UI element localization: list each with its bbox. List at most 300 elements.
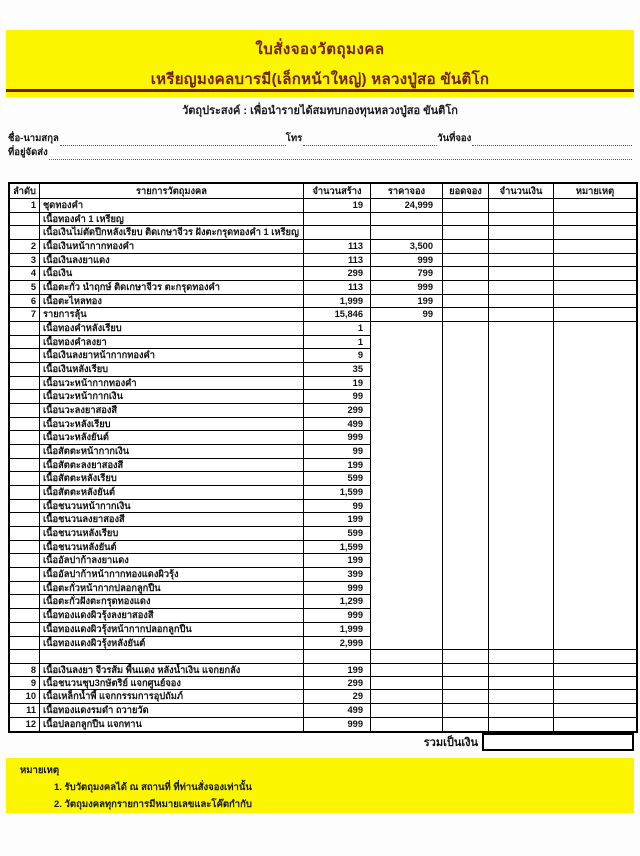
cell-item-name: เนื้อทองคำลงยา (40, 336, 304, 350)
cell-amount (489, 267, 554, 281)
cell-remark (554, 554, 636, 568)
cell-remark (554, 527, 636, 541)
cell-amount (489, 595, 554, 609)
cell-order-qty (443, 527, 489, 541)
cell-amount (489, 459, 554, 473)
cell-qty-made: 199 (304, 664, 371, 677)
table-row (10, 295, 636, 309)
cell-remark (554, 226, 636, 240)
cell-item-name: เนื้อเงินหน้ากากทองคำ (40, 240, 304, 254)
cell-qty-made (304, 213, 371, 227)
form-section (8, 133, 632, 161)
cell-amount (489, 431, 554, 445)
cell-order-qty (443, 704, 489, 718)
cell-amount (489, 226, 554, 240)
cell-amount (489, 541, 554, 555)
cell-reserve-price (371, 554, 443, 568)
cell-remark (554, 349, 636, 363)
cell-item-name: เนื้อนวะหน้ากากทองคำ (40, 377, 304, 391)
cell-remark (554, 690, 636, 704)
header-reserve-price: ราคาจอง (371, 184, 443, 198)
cell-item-name: เนื้อชนวนหลังยันต์ (40, 541, 304, 555)
cell-order-qty (443, 664, 489, 677)
cell-qty-made: 2,999 (304, 637, 371, 651)
cell-index: 4 (10, 267, 40, 281)
cell-amount (489, 418, 554, 432)
cell-item-name: เนื้อตะกั่วฝังตะกรุดทองแดง (40, 595, 304, 609)
cell-remark (554, 445, 636, 459)
cell-order-qty (443, 472, 489, 486)
cell-amount (489, 404, 554, 418)
cell-qty-made: 999 (304, 609, 371, 623)
cell-qty-made: 99 (304, 500, 371, 514)
cell-reserve-price (371, 404, 443, 418)
cell-item-name: รายการลุ้น (40, 308, 304, 322)
table-row (10, 377, 636, 391)
cell-qty-made: 1 (304, 336, 371, 350)
cell-qty-made: 113 (304, 281, 371, 295)
cell-index (10, 527, 40, 541)
cell-amount (489, 568, 554, 582)
cell-item-name: เนื้อทองคำหลังเรียบ (40, 322, 304, 336)
cell-qty-made (304, 650, 371, 664)
cell-remark (554, 363, 636, 377)
table-row (10, 349, 636, 363)
cell-reserve-price (371, 664, 443, 677)
cell-amount (489, 349, 554, 363)
cell-remark (554, 595, 636, 609)
cell-reserve-price (371, 718, 443, 732)
cell-index (10, 650, 40, 664)
cell-amount (489, 336, 554, 350)
cell-amount (489, 281, 554, 295)
table-row (10, 240, 636, 254)
cell-index (10, 322, 40, 336)
cell-remark (554, 336, 636, 350)
header-item: รายการวัตถุมงคล (40, 184, 304, 198)
cell-reserve-price (371, 595, 443, 609)
cell-amount (489, 254, 554, 268)
cell-reserve-price (371, 363, 443, 377)
order-table (8, 182, 638, 733)
cell-order-qty (443, 513, 489, 527)
cell-order-qty (443, 295, 489, 309)
cell-amount (489, 295, 554, 309)
cell-amount (489, 690, 554, 704)
cell-qty-made: 299 (304, 677, 371, 691)
table-row (10, 418, 636, 432)
cell-remark (554, 322, 636, 336)
cell-item-name: เนื้ออัลปาก้าหน้ากากทองแดงผิวรุ้ง (40, 568, 304, 582)
note-item-2: 2. วัตถุมงคลทุกรายการมีหมายเลขและโค๊ตกำกับ (54, 799, 252, 810)
cell-remark (554, 513, 636, 527)
cell-index: 5 (10, 281, 40, 295)
cell-item-name: เนื้อชนวนหน้ากากเงิน (40, 500, 304, 514)
cell-order-qty (443, 459, 489, 473)
cell-qty-made: 199 (304, 513, 371, 527)
cell-reserve-price (371, 637, 443, 651)
cell-qty-made: 399 (304, 568, 371, 582)
cell-reserve-price (371, 486, 443, 500)
cell-item-name: เนื้อเงิน (40, 267, 304, 281)
cell-qty-made: 113 (304, 240, 371, 254)
cell-amount (489, 664, 554, 677)
cell-order-qty (443, 595, 489, 609)
cell-remark (554, 472, 636, 486)
cell-index (10, 623, 40, 637)
cell-reserve-price (371, 213, 443, 227)
cell-reserve-price (371, 609, 443, 623)
table-row (10, 690, 636, 704)
table-row (10, 582, 636, 596)
cell-amount (489, 390, 554, 404)
cell-order-qty (443, 486, 489, 500)
cell-item-name: เนื้อทองแดงผิวรุ้งหน้ากากปลอกลูกปืน (40, 623, 304, 637)
table-row (10, 554, 636, 568)
date-fill-line (472, 137, 632, 146)
table-row (10, 199, 636, 213)
purpose-line: วัตถุประสงค์ : เพื่อนำรายได้สมทบกองทุนหลวงปู่สอ ขันติโก (182, 105, 458, 117)
title-banner (6, 30, 634, 97)
cell-remark (554, 704, 636, 718)
cell-order-qty (443, 404, 489, 418)
table-body (10, 199, 636, 731)
cell-reserve-price (371, 582, 443, 596)
cell-reserve-price (371, 445, 443, 459)
cell-reserve-price (371, 472, 443, 486)
cell-reserve-price (371, 704, 443, 718)
cell-index (10, 554, 40, 568)
notes-footer (6, 758, 634, 813)
cell-amount (489, 609, 554, 623)
table-row (10, 595, 636, 609)
cell-qty-made: 499 (304, 704, 371, 718)
cell-amount (489, 445, 554, 459)
cell-order-qty (443, 267, 489, 281)
cell-index (10, 568, 40, 582)
table-row (10, 650, 636, 664)
cell-order-qty (443, 431, 489, 445)
cell-item-name: เนื้อเงินลงยา จีวรส้ม พื้นแดง หลังน้ำเงิน แจกยกลัง (40, 664, 304, 677)
cell-amount (489, 704, 554, 718)
date-label: วันที่จอง (437, 133, 472, 144)
total-row (8, 733, 638, 751)
cell-qty-made: 599 (304, 527, 371, 541)
cell-amount (489, 472, 554, 486)
cell-order-qty (443, 554, 489, 568)
cell-reserve-price (371, 568, 443, 582)
cell-index: 11 (10, 704, 40, 718)
cell-remark (554, 308, 636, 322)
cell-qty-made: 19 (304, 377, 371, 391)
cell-reserve-price: 99 (371, 308, 443, 322)
cell-reserve-price (371, 623, 443, 637)
cell-order-qty (443, 336, 489, 350)
cell-qty-made: 1,599 (304, 486, 371, 500)
banner-red-stripe (6, 89, 634, 92)
table-row (10, 486, 636, 500)
cell-reserve-price (371, 650, 443, 664)
cell-qty-made: 299 (304, 267, 371, 281)
cell-reserve-price (371, 431, 443, 445)
cell-index: 9 (10, 677, 40, 691)
table-row (10, 213, 636, 227)
cell-reserve-price (371, 513, 443, 527)
cell-qty-made: 35 (304, 363, 371, 377)
cell-item-name: เนื้อทองแดงผิวรุ้งหลังยันต์ (40, 637, 304, 651)
cell-reserve-price (371, 390, 443, 404)
cell-amount (489, 199, 554, 213)
cell-order-qty (443, 541, 489, 555)
cell-item-name: ชุดทองคำ (40, 199, 304, 213)
cell-index: 12 (10, 718, 40, 732)
cell-amount (489, 718, 554, 732)
cell-amount (489, 637, 554, 651)
cell-index (10, 472, 40, 486)
cell-qty-made: 1,299 (304, 595, 371, 609)
cell-order-qty (443, 650, 489, 664)
cell-index (10, 226, 40, 240)
cell-order-qty (443, 199, 489, 213)
cell-index: 6 (10, 295, 40, 309)
table-row (10, 718, 636, 732)
cell-index (10, 390, 40, 404)
cell-amount (489, 554, 554, 568)
table-row (10, 459, 636, 473)
cell-remark (554, 582, 636, 596)
cell-remark (554, 718, 636, 732)
cell-qty-made: 113 (304, 254, 371, 268)
cell-item-name: เนื้อเงินไม่ตัดปีกหลังเรียบ ติดเกษาจีวร ฝังตะกรุดทองคำ 1 เหรียญ (40, 226, 304, 240)
cell-order-qty (443, 308, 489, 322)
cell-index (10, 418, 40, 432)
cell-order-qty (443, 418, 489, 432)
total-label: รวมเป็นเงิน (423, 737, 478, 749)
cell-remark (554, 609, 636, 623)
cell-qty-made: 999 (304, 582, 371, 596)
cell-amount (489, 650, 554, 664)
cell-index (10, 363, 40, 377)
cell-reserve-price: 999 (371, 254, 443, 268)
cell-remark (554, 404, 636, 418)
cell-item-name: เนื้อสัตตะหน้ากากเงิน (40, 445, 304, 459)
cell-qty-made: 19 (304, 199, 371, 213)
cell-order-qty (443, 281, 489, 295)
cell-reserve-price (371, 226, 443, 240)
header-amount: จำนวนเงิน (489, 184, 554, 198)
cell-qty-made (304, 226, 371, 240)
cell-item-name: เนื้อทองคำ 1 เหรียญ (40, 213, 304, 227)
cell-index: 8 (10, 664, 40, 677)
table-row (10, 500, 636, 514)
table-row (10, 404, 636, 418)
cell-order-qty (443, 690, 489, 704)
cell-item-name: เนื้อตะกั่ว นำฤกษ์ ติดเกษาจีวร ตะกรุดทองคำ (40, 281, 304, 295)
total-amount-box (482, 733, 634, 751)
cell-remark (554, 295, 636, 309)
cell-order-qty (443, 322, 489, 336)
address-label: ที่อยู่จัดส่ง (8, 147, 48, 158)
cell-reserve-price (371, 418, 443, 432)
header-remark: หมายเหตุ (575, 186, 615, 196)
cell-order-qty (443, 500, 489, 514)
cell-remark (554, 637, 636, 651)
cell-index (10, 541, 40, 555)
cell-qty-made: 1,599 (304, 541, 371, 555)
cell-qty-made: 599 (304, 472, 371, 486)
cell-order-qty (443, 226, 489, 240)
cell-index (10, 486, 40, 500)
cell-index (10, 513, 40, 527)
cell-item-name: เนื้อทองแดงรมดำ ถวายวัด (40, 704, 304, 718)
cell-order-qty (443, 623, 489, 637)
cell-index (10, 595, 40, 609)
table-row (10, 363, 636, 377)
cell-qty-made: 499 (304, 418, 371, 432)
cell-order-qty (443, 213, 489, 227)
cell-item-name: เนื้อนวะหน้ากากเงิน (40, 390, 304, 404)
cell-remark (554, 199, 636, 213)
address-fill-line (49, 151, 632, 160)
cell-amount (489, 486, 554, 500)
cell-order-qty (443, 568, 489, 582)
table-row (10, 623, 636, 637)
cell-order-qty (443, 254, 489, 268)
cell-reserve-price: 24,999 (371, 199, 443, 213)
cell-remark (554, 281, 636, 295)
cell-remark (554, 568, 636, 582)
name-label: ชื่อ-นามสกุล (8, 133, 59, 144)
cell-item-name: เนื้อเงินลงยาหน้ากากทองคำ (40, 349, 304, 363)
form-line-address (8, 147, 632, 160)
document-subtitle: เหรียญมงคลบารมี(เล็กหน้าใหญ่) หลวงปู่สอ ขันติโก (150, 71, 490, 88)
cell-reserve-price (371, 349, 443, 363)
cell-amount (489, 582, 554, 596)
table-row (10, 677, 636, 691)
cell-item-name: เนื้อตะกั่วหน้ากากปลอกลูกปืน (40, 582, 304, 596)
cell-reserve-price: 999 (371, 281, 443, 295)
cell-reserve-price: 799 (371, 267, 443, 281)
cell-reserve-price (371, 377, 443, 391)
cell-qty-made: 15,846 (304, 308, 371, 322)
table-row (10, 308, 636, 322)
header-index: ลำดับ (10, 184, 40, 198)
cell-index (10, 213, 40, 227)
cell-item-name: เนื้อชนวนหลังเรียบ (40, 527, 304, 541)
cell-item-name: เนื้อทองแดงผิวรุ้งลงยาสองสี (40, 609, 304, 623)
cell-item-name: เนื้อชนวนลงยาสองสี (40, 513, 304, 527)
cell-qty-made: 1 (304, 322, 371, 336)
cell-index (10, 336, 40, 350)
cell-index (10, 582, 40, 596)
note-item-1: 1. รับวัตถุมงคลได้ ณ สถานที่ ที่ท่านสั่งจองเท่านั้น (54, 782, 252, 793)
cell-index (10, 404, 40, 418)
cell-index: 7 (10, 308, 40, 322)
cell-amount (489, 308, 554, 322)
table-row (10, 267, 636, 281)
cell-remark (554, 213, 636, 227)
table-header-row (10, 184, 636, 199)
cell-remark (554, 254, 636, 268)
cell-remark (554, 267, 636, 281)
table-row (10, 336, 636, 350)
cell-remark (554, 664, 636, 677)
cell-index (10, 609, 40, 623)
table-row (10, 445, 636, 459)
cell-remark (554, 541, 636, 555)
cell-index (10, 500, 40, 514)
cell-remark (554, 459, 636, 473)
cell-item-name: เนื้อนวะลงยาสองสี (40, 404, 304, 418)
cell-remark (554, 390, 636, 404)
cell-order-qty (443, 349, 489, 363)
cell-amount (489, 322, 554, 336)
cell-amount (489, 240, 554, 254)
cell-remark (554, 240, 636, 254)
table-row (10, 472, 636, 486)
cell-item-name: เนื้อเงินหลังเรียบ (40, 363, 304, 377)
cell-order-qty (443, 445, 489, 459)
phone-label: โทร (285, 133, 303, 144)
cell-order-qty (443, 718, 489, 732)
table-row (10, 281, 636, 295)
table-row (10, 527, 636, 541)
phone-fill-line (303, 137, 437, 146)
table-row (10, 541, 636, 555)
table-row (10, 390, 636, 404)
form-line-name-phone-date (8, 133, 632, 146)
cell-qty-made: 99 (304, 445, 371, 459)
cell-item-name: เนื้อชนวนชุบ3กษัตริย์ แจกศูนย์จอง (40, 677, 304, 691)
table-row (10, 254, 636, 268)
cell-remark (554, 623, 636, 637)
cell-item-name: เนื้อสัตตะหลังยันต์ (40, 486, 304, 500)
cell-item-name: เนื้อนวะหลังเรียบ (40, 418, 304, 432)
cell-remark (554, 650, 636, 664)
cell-item-name: เนื้ออัลปาก้าลงยาแดง (40, 554, 304, 568)
cell-qty-made: 1,999 (304, 295, 371, 309)
cell-reserve-price (371, 690, 443, 704)
cell-amount (489, 363, 554, 377)
header-qty-made: จำนวนสร้าง (304, 184, 371, 198)
cell-item-name (40, 650, 304, 664)
cell-order-qty (443, 677, 489, 691)
cell-reserve-price: 199 (371, 295, 443, 309)
cell-item-name: เนื้อปลอกลูกปืน แจกทาน (40, 718, 304, 732)
cell-item-name: เนื้อตะไหลทอง (40, 295, 304, 309)
cell-remark (554, 418, 636, 432)
cell-reserve-price (371, 677, 443, 691)
cell-index (10, 377, 40, 391)
cell-reserve-price: 3,500 (371, 240, 443, 254)
table-row (10, 637, 636, 651)
cell-reserve-price (371, 459, 443, 473)
cell-qty-made: 29 (304, 690, 371, 704)
cell-order-qty (443, 637, 489, 651)
table-row (10, 226, 636, 240)
cell-remark (554, 431, 636, 445)
table-row (10, 704, 636, 718)
table-row (10, 568, 636, 582)
cell-qty-made: 1,999 (304, 623, 371, 637)
cell-item-name: เนื้อสัตตะลงยาสองสี (40, 459, 304, 473)
cell-order-qty (443, 582, 489, 596)
cell-reserve-price (371, 336, 443, 350)
cell-item-name: เนื้อเงินลงยาแดง (40, 254, 304, 268)
cell-index: 3 (10, 254, 40, 268)
table-row (10, 322, 636, 336)
cell-index: 2 (10, 240, 40, 254)
